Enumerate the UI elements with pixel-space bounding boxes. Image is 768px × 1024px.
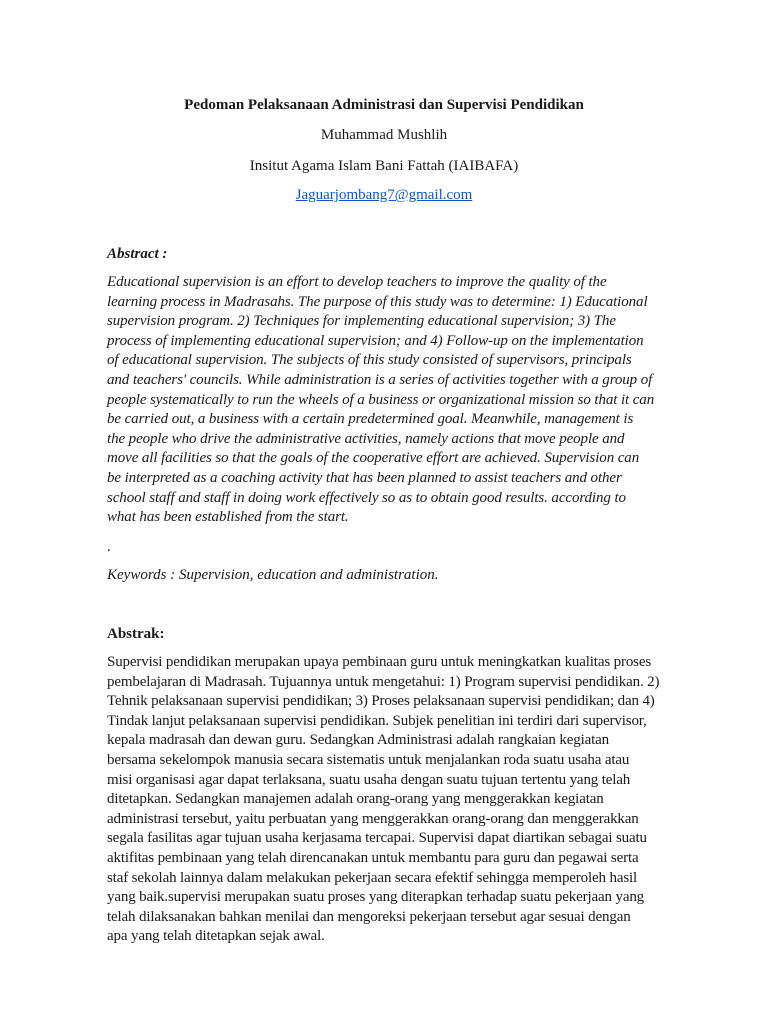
abstract-line: of educational supervision. The subjects of this study consisted of supervisors, principals (107, 352, 632, 369)
abstrak-line: segala fasilitas agar tujuan usaha kerjasama tercapai. Supervisi dapat diartikan sebagai suatu (107, 830, 647, 847)
abstract-line: the people who drive the administrative activities, namely actions that move people and (107, 430, 625, 447)
abstract-line: people systematically to run the wheels of a business or organizational mission so that it can (107, 391, 655, 408)
abstract-line: be interpreted as a coaching activity that has been planned to assist teachers and other (107, 469, 622, 486)
abstrak-line: misi organisasi agar dapat terlaksana, suatu usaha dengan suatu tujuan tertentu yang telah (107, 771, 631, 788)
author-email (0, 186, 768, 204)
abstrak-line: Supervisi pendidikan merupakan upaya pembinaan guru untuk meningkatkan kualitas proses (107, 654, 652, 670)
abstract-line: supervision program. 2) Techniques for implementing educational supervision; 3) The (107, 313, 616, 330)
abstrak-line: telah dilaksanakan bahkan menilai dan mengoreksi pekerjaan tersebut agar sesuai dengan (107, 908, 631, 925)
abstrak-line: yang baik.supervisi merupakan suatu proses yang diterapkan terhadap suatu pekerjaan yang (107, 889, 645, 906)
paper-title: Pedoman Pelaksanaan Administrasi dan Supervisi Pendidikan (184, 97, 584, 113)
keywords: Keywords : Supervision, education and administration. (107, 567, 439, 583)
abstrak-line: Tindak lanjut pelaksanaan supervisi pendidikan. Subjek penelitian ini terdiri dari supervisor, (107, 712, 647, 729)
abstrak-line: Tehnik pelaksanaan supervisi pendidikan; 3) Proses pelaksanaan supervisi pendidikan; dan 4) (107, 693, 655, 710)
abstrak-line: bersama sekelompok manusia secara sistematis untuk menjalankan roda suatu usaha atau (107, 751, 630, 768)
abstrak-line: kepala madrasah dan dewan guru. Sedangkan Administrasi adalah rangkaian kegiatan (107, 732, 609, 749)
abstract-line: process of implementing educational supervision; and 4) Follow-up on the implementation (107, 332, 644, 349)
abstrak-body (107, 653, 672, 947)
author-affiliation: Insitut Agama Islam Bani Fattah (IAIBAFA) (249, 158, 519, 174)
abstract-line: Educational supervision is an effort to develop teachers to improve the quality of the (107, 274, 607, 290)
abstract-line: learning process in Madrasahs. The purpose of this study was to determine: 1) Educational (107, 293, 648, 310)
stray-period: . (107, 539, 111, 555)
abstrak-line: aktifitas pembinaan yang telah direncanakan untuk membantu para guru dan pegawai serta (107, 849, 639, 866)
abstract-line: and teachers' councils. While administration is a series of activities together with a group of (107, 371, 653, 388)
email-link[interactable]: Jaguarjombang7@gmail.com (295, 187, 473, 203)
abstrak-line: ditetapkan. Sedangkan manajemen adalah orang-orang yang menggerakkan kegiatan (107, 791, 604, 808)
abstrak-heading: Abstrak: (107, 626, 165, 642)
abstract-line: school staff and staff in doing work effectively so as to obtain good results. according to (107, 489, 626, 506)
abstract-line: what has been established from the start. (107, 509, 349, 526)
abstract-body (107, 273, 672, 528)
author-name: Muhammad Mushlih (320, 127, 448, 143)
abstrak-line: apa yang telah ditetapkan sejak awal. (107, 928, 325, 945)
abstrak-line: pembelajaran di Madrasah. Tujuannya untuk mengetahui: 1) Program supervisi pendidikan. 2) (107, 673, 660, 690)
abstract-line: move all facilities so that the goals of the cooperative effort are achieved. Supervision can (107, 450, 640, 467)
abstract-line: be carried out, a business with a certain predetermined goal. Meanwhile, management is (107, 411, 634, 428)
abstrak-line: administrasi tersebut, yaitu perbuatan yang menggerakkan orang-orang dan menggerakkan (107, 810, 639, 827)
abstrak-line: staf sekolah lainnya dalam melakukan pekerjaan secara efektif sehingga memperoleh hasil (107, 869, 638, 886)
abstract-heading: Abstract : (107, 246, 168, 262)
